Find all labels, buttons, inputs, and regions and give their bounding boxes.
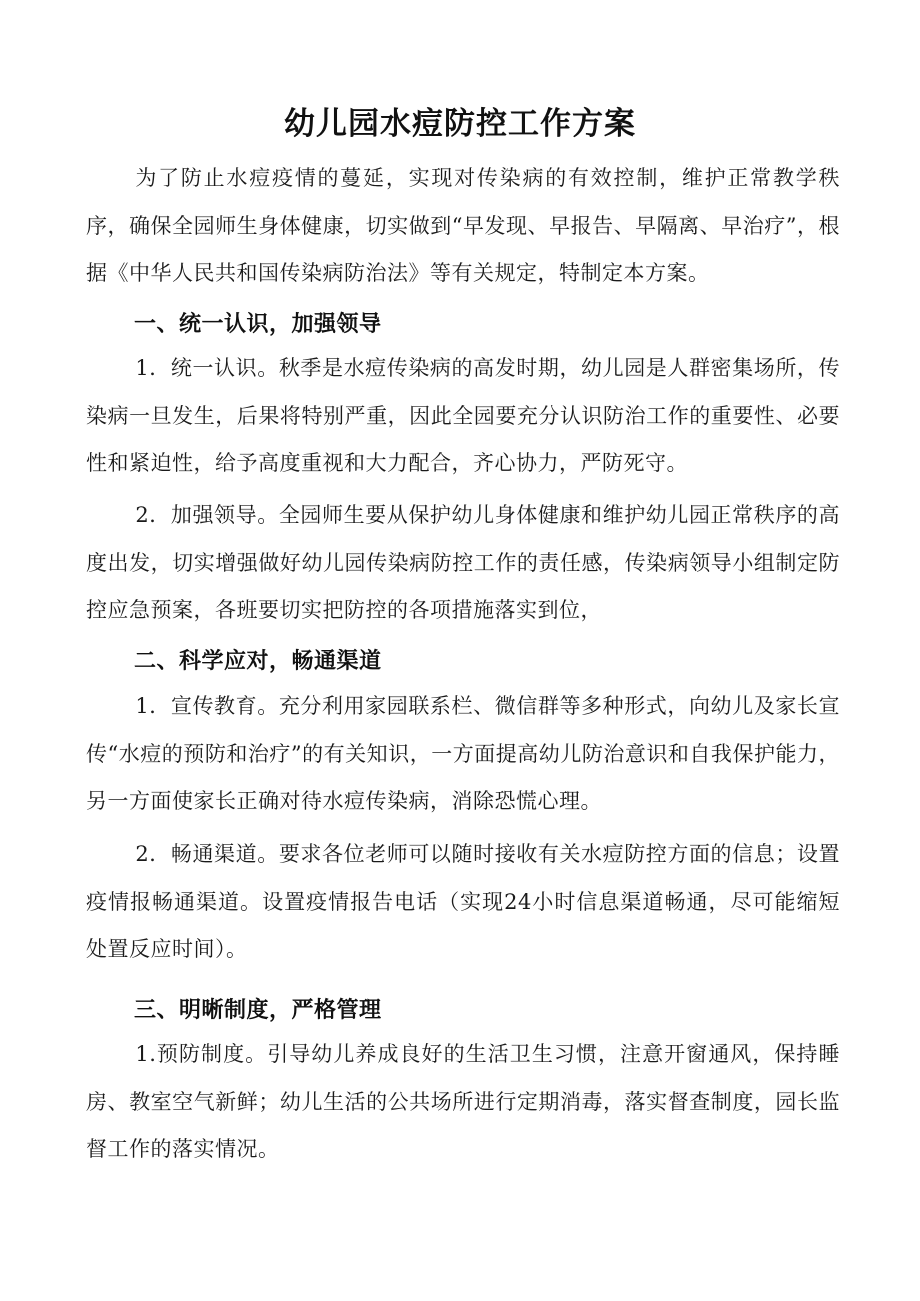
document-title: 幼儿园水痘防控工作方案	[284, 106, 636, 142]
intro-paragraph: 为了防止水痘疫情的蔓延，实现对传染病的有效控制，维护正常教学秩序，确保全园师生身体健康，切实做到“早发现、早报告、早隔离、早治疗”，根据《中华人民共和国传染病防治法》等有关规定，特制定本方案。	[86, 166, 840, 285]
section-2-heading: 二、科学应对，畅通渠道	[134, 649, 382, 674]
section-3-heading: 三、明晰制度，严格管理	[134, 998, 382, 1023]
section-3-paragraph-1: 1.预防制度。引导幼儿养成良好的生活卫生习惯，注意开窗通风，保持睡房、教室空气新鲜；幼儿生活的公共场所进行定期消毒，落实督查制度，园长监督工作的落实情况。	[86, 1042, 840, 1161]
section-2-paragraph-2: 2．畅通渠道。要求各位老师可以随时接收有关水痘防控方面的信息；设置疫情报畅通渠道。设置疫情报告电话（实现24小时信息渠道畅通，尽可能缩短处置反应时间）。	[86, 842, 840, 961]
section-1-heading: 一、统一认识，加强领导	[134, 312, 382, 337]
section-1-paragraph-2: 2．加强领导。全园师生要从保护幼儿身体健康和维护幼儿园正常秩序的高度出发，切实增强做好幼儿园传染病防控工作的责任感，传染病领导小组制定防控应急预案，各班要切实把防控的各项措施落实到位，	[86, 503, 840, 622]
section-2-paragraph-1: 1．宣传教育。充分利用家园联系栏、微信群等多种形式，向幼儿及家长宣传“水痘的预防和治疗”的有关知识，一方面提高幼儿防治意识和自我保护能力，另一方面使家长正确对待水痘传染病，消除恐慌心理。	[86, 694, 840, 813]
section-1-paragraph-1: 1．统一认识。秋季是水痘传染病的高发时期，幼儿园是人群密集场所，传染病一旦发生，后果将特别严重，因此全园要充分认识防治工作的重要性、必要性和紧迫性，给予高度重视和大力配合，齐心协力，严防死守。	[86, 356, 840, 475]
